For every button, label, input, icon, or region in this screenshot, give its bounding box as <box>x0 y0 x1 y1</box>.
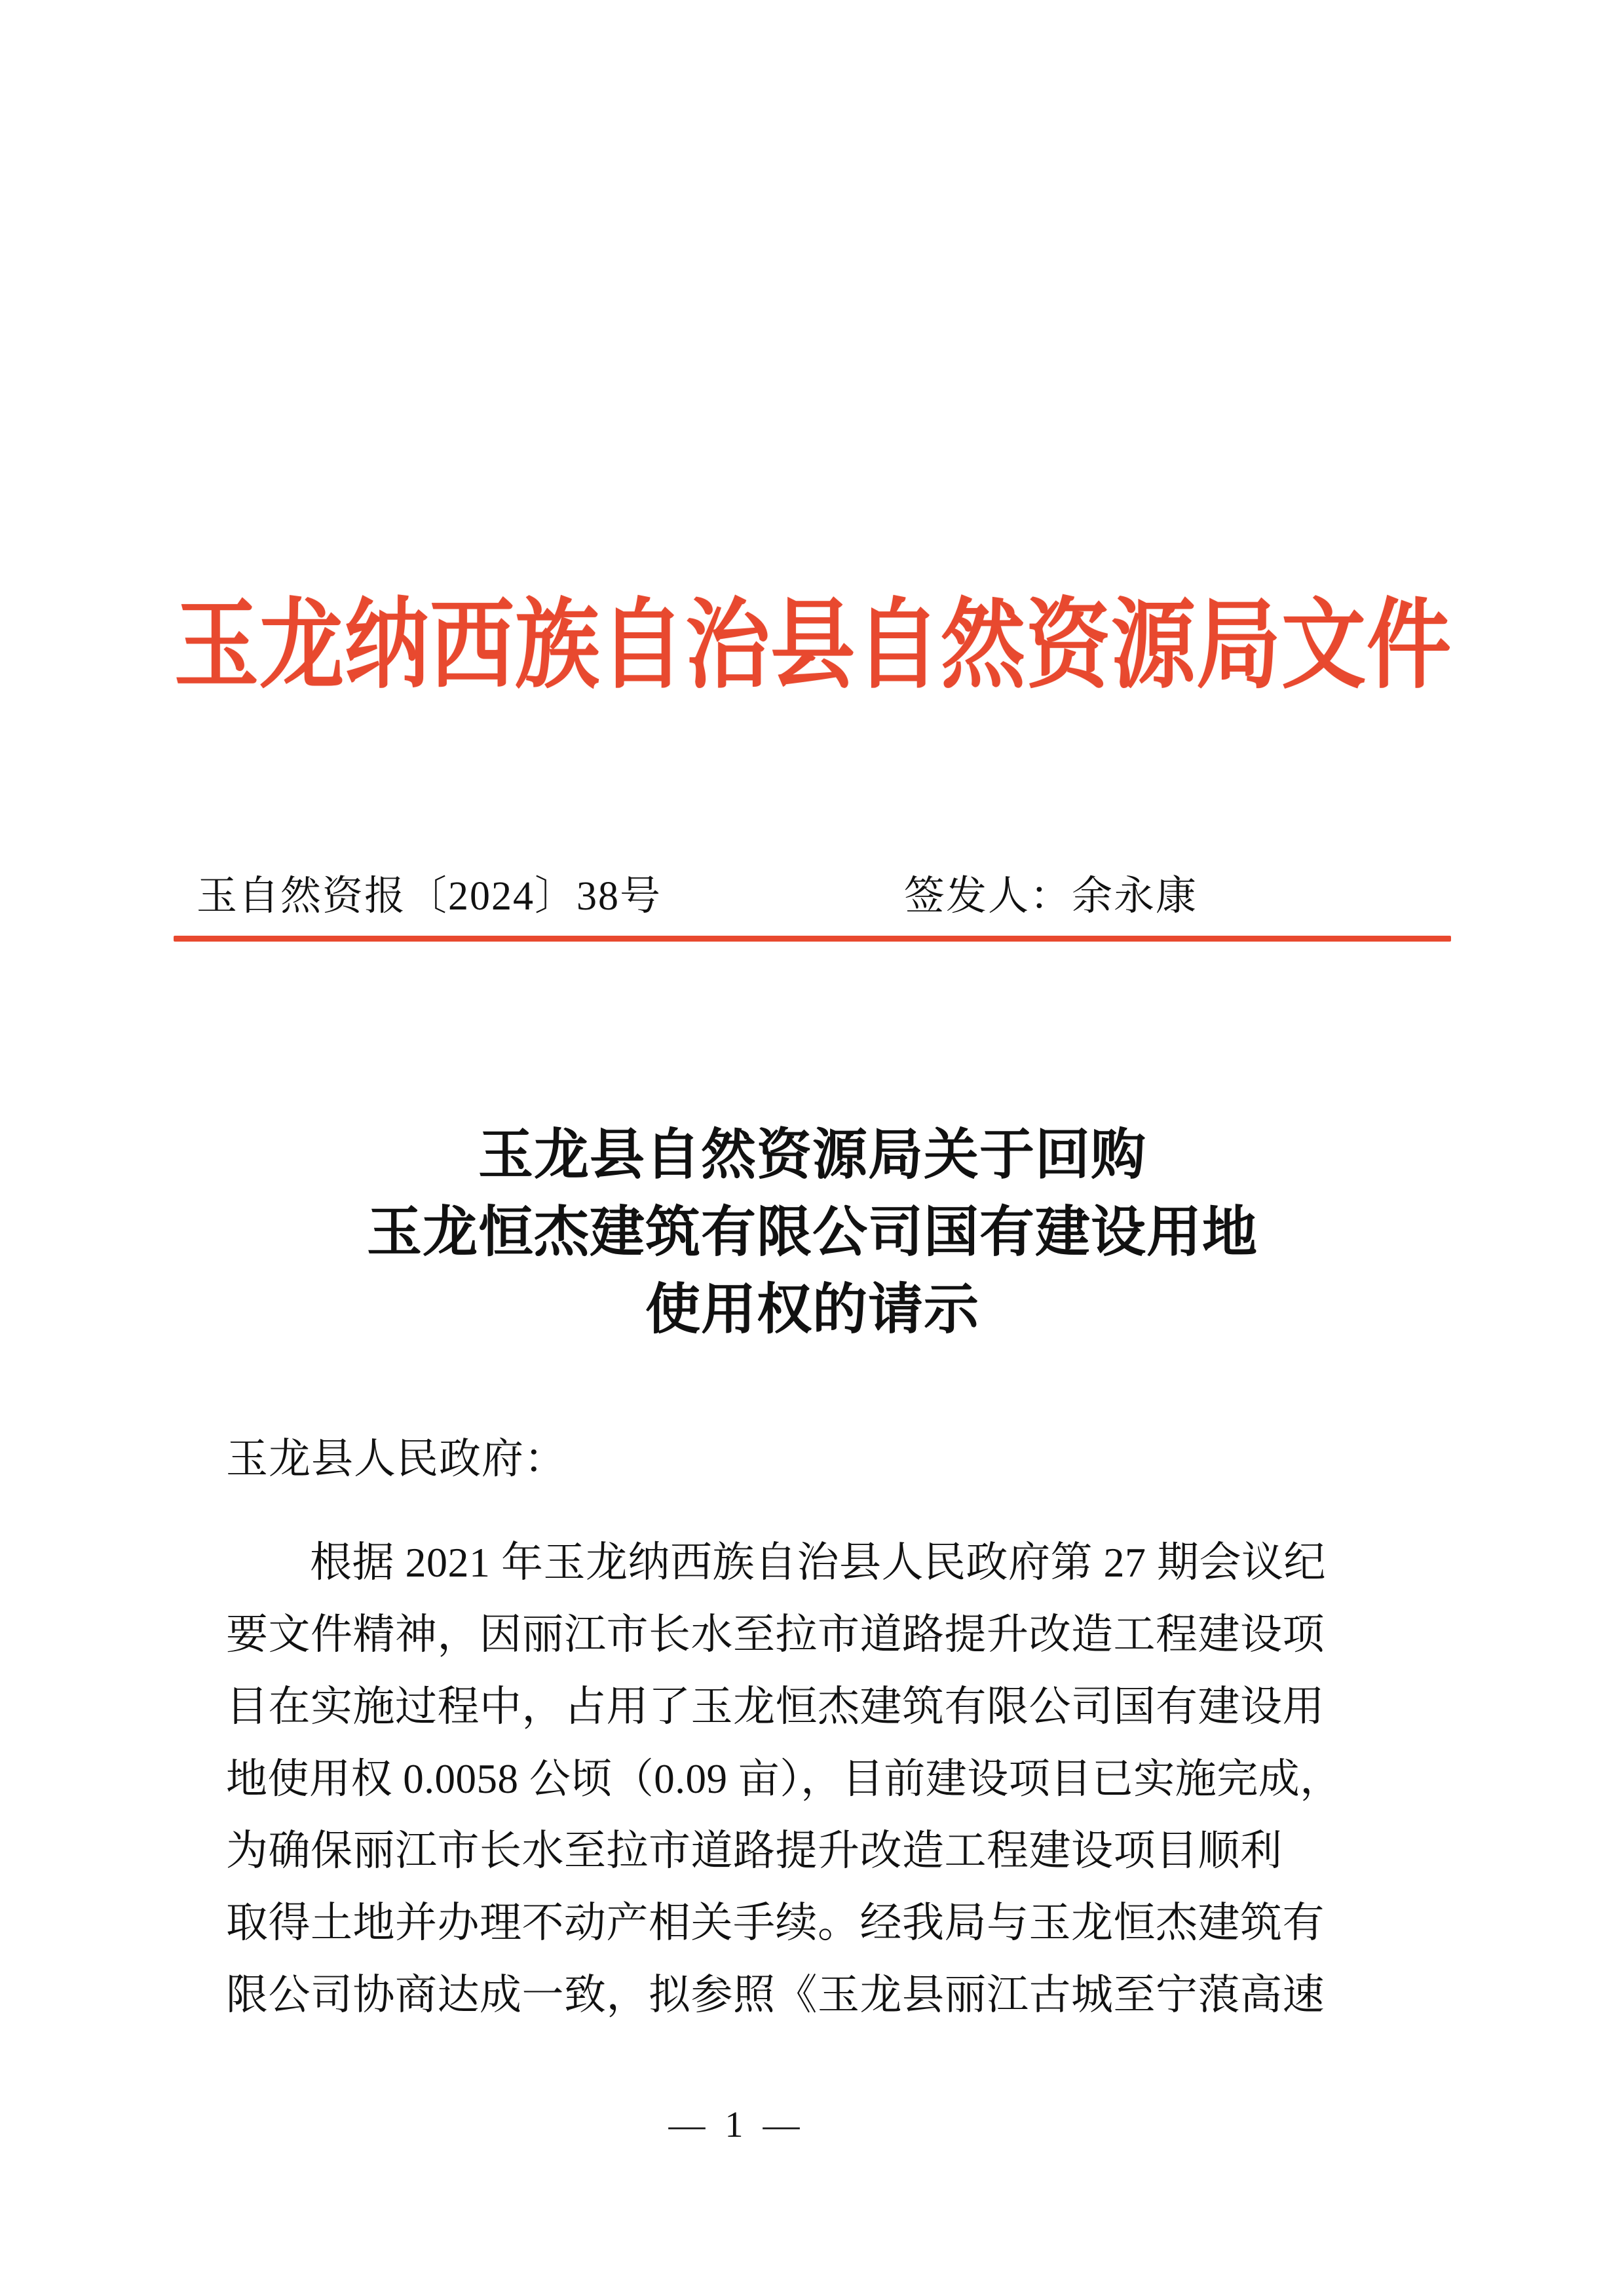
page-footer <box>0 2107 1624 2143</box>
document-number-row <box>197 865 1428 928</box>
document-body <box>226 1527 1350 2031</box>
red-separator-rule <box>174 936 1451 942</box>
masthead-text: 玉龙纳西族自治县自然资源局文件 <box>174 591 1452 700</box>
body-line: 为确保丽江市长水至拉市道路提升改造工程建设项目顺利 <box>226 1827 1283 1874</box>
body-line: 根据 2021 年玉龙纳西族自治县人民政府第 27 期会议纪 <box>310 1539 1326 1586</box>
body-line: 取得土地并办理不动产相关手续。经我局与玉龙恒杰建筑有 <box>226 1900 1325 1946</box>
document-title <box>216 1117 1408 1349</box>
title-line-1: 玉龙县自然资源局关于回购 <box>478 1125 1146 1186</box>
page-number: — 1 — <box>668 2105 805 2145</box>
body-line: 地使用权 0.0058 公顷（0.09 亩），目前建设项目已实施完成， <box>226 1756 1342 1802</box>
recipient-line: 玉龙县人民政府： <box>226 1436 567 1482</box>
document-masthead <box>174 580 1451 711</box>
title-line-3: 使用权的请示 <box>645 1280 979 1341</box>
title-line-2: 玉龙恒杰建筑有限公司国有建设用地 <box>366 1202 1258 1263</box>
signer-label: 签发人：余永康 <box>904 874 1198 919</box>
body-line: 限公司协商达成一致，拟参照《玉龙县丽江古城至宁蒗高速 <box>226 1972 1325 2018</box>
body-line: 要文件精神，因丽江市长水至拉市道路提升改造工程建设项 <box>226 1611 1325 1658</box>
body-line: 目在实施过程中，占用了玉龙恒杰建筑有限公司国有建设用 <box>226 1683 1325 1730</box>
document-number: 玉自然资报〔2024〕38号 <box>197 874 662 919</box>
